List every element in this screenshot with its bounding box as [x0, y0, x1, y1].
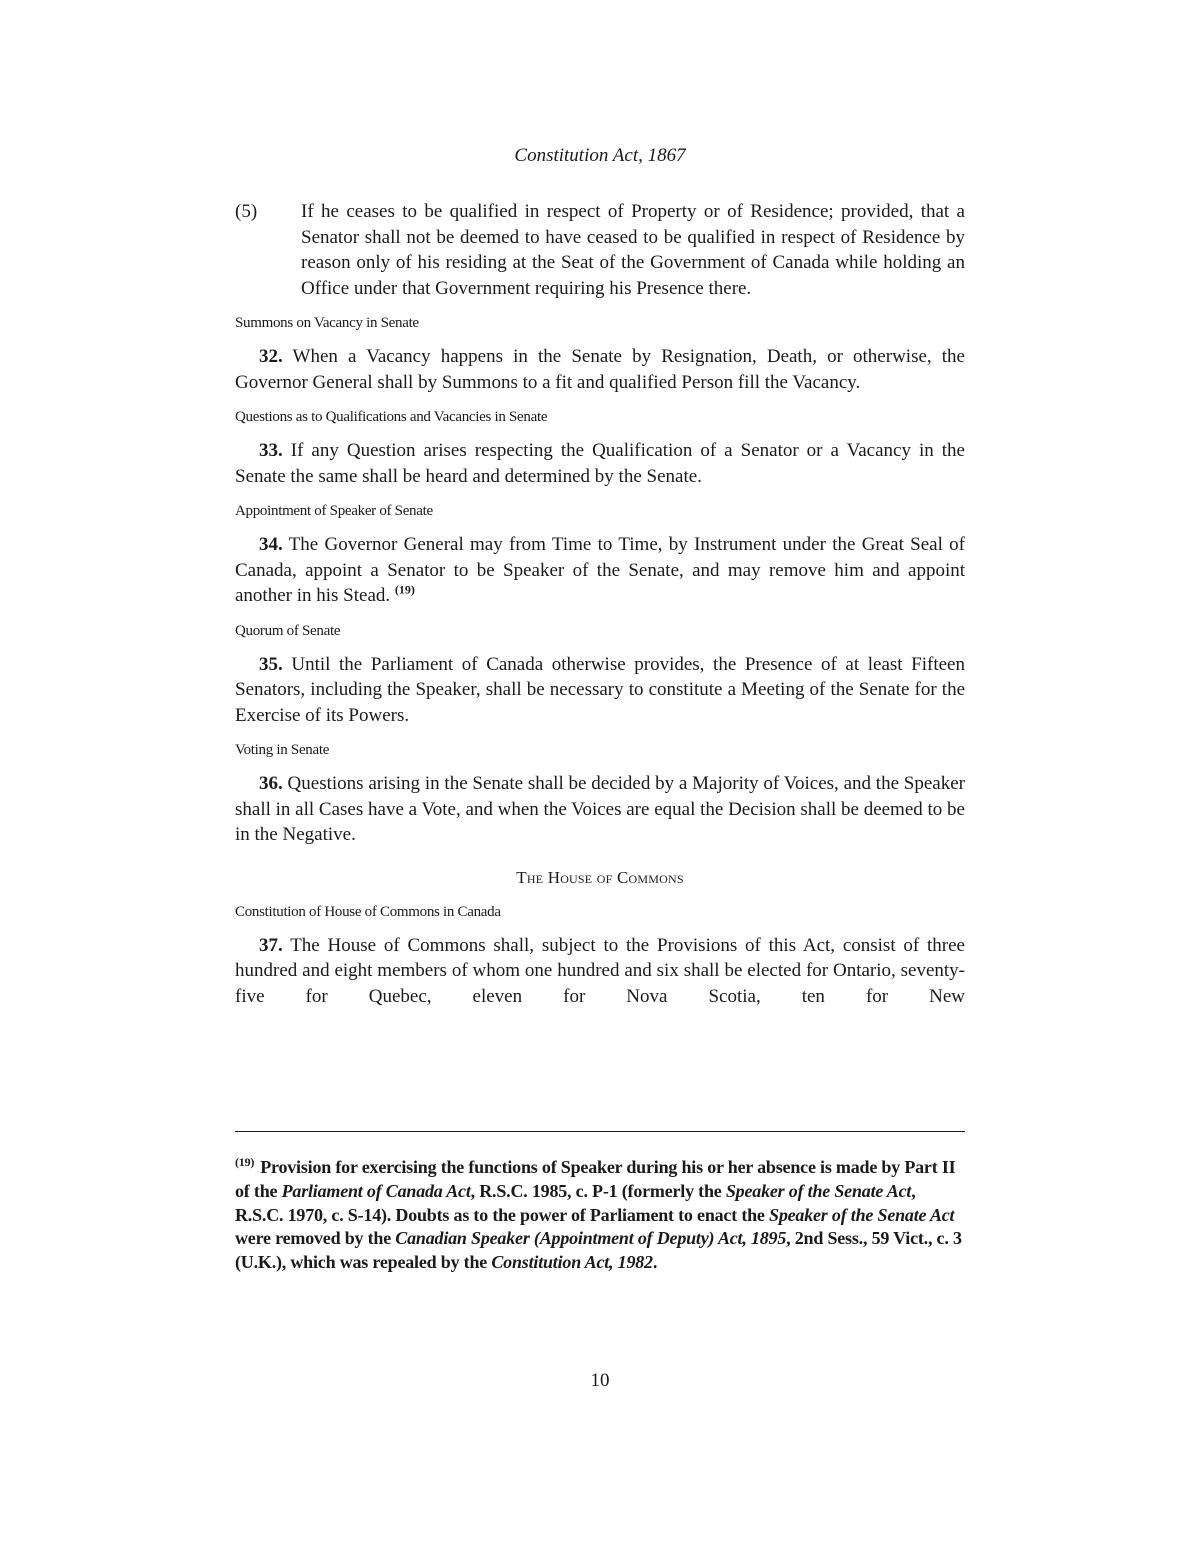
page-number: 10	[590, 1370, 610, 1391]
footnote-act-title: Speaker of the Senate Act	[769, 1204, 955, 1225]
marginal-note-34: Appointment of Speaker of Senate	[235, 503, 433, 519]
footnote-text: , 2nd Sess., 59 Vict., c. 3 (U.K.), which was repealed by the	[235, 1228, 962, 1273]
section-35	[235, 652, 965, 729]
section-33	[235, 438, 965, 489]
subsection-31-5	[235, 199, 965, 301]
section-text: If any Question arises respecting the Qualification of a Senator or a Vacancy in the Senate the same shall be heard and determined by the Senate.	[235, 440, 965, 487]
footnote-mark: (19)	[235, 1155, 255, 1169]
marginal-note-36: Voting in Senate	[235, 742, 330, 758]
marginal-note-35: Quorum of Senate	[235, 622, 341, 639]
page-body	[235, 145, 965, 1023]
footnote-divider	[235, 1131, 965, 1132]
footnote-text: , R.S.C. 1970, c. S-14). Doubts as to the power of Parliament to enact the	[235, 1180, 916, 1225]
section-number: 36.	[259, 773, 283, 794]
section-32	[235, 344, 965, 395]
footnote-text: Provision for exercising the functions of Speaker during his or her absence is made by Part II of the	[235, 1157, 956, 1201]
footnote-19	[235, 1156, 965, 1275]
part-heading: The House of Commons	[516, 867, 684, 887]
marginal-note-33: Questions as to Qualifications and Vacancies in Senate	[235, 409, 548, 425]
subsection-text: If he ceases to be qualified in respect of Property or of Residence; provided, that a Senator shall not be deemed to have ceased to be qualified in respect of Residence by reason only of his residing at the Seat of the Government of Canada while holding an Office under that Government requiring his Presence there.	[301, 201, 965, 299]
footnote-act-title: Constitution Act, 1982	[491, 1252, 653, 1273]
section-number: 35.	[259, 653, 283, 675]
section-37	[235, 933, 965, 1010]
footnote-reference[interactable]: (19)	[394, 582, 415, 597]
running-head: Constitution Act, 1867	[514, 145, 686, 166]
section-number: 33.	[259, 440, 283, 461]
footnote-text: , R.S.C. 1985, c. P-1 (formerly the	[470, 1180, 726, 1201]
section-text: Until the Parliament of Canada otherwise provides, the Presence of at least Fifteen Senators, including the Speaker, shall be necessary to constitute a Meeting of the Senate for the Exercise of its Powers.	[235, 653, 965, 726]
section-text: The House of Commons shall, subject to the Provisions of this Act, consist of three hundred and eight members of whom one hundred and six shall be elected for Ontario, seventy-five for Quebec, eleven for Nova Scotia, ten for New	[235, 934, 965, 1007]
footnote-act-title: Speaker of the Senate Act	[725, 1180, 912, 1201]
subsection-number: (5)	[235, 201, 258, 222]
marginal-note-37: Constitution of House of Commons in Canada	[235, 903, 501, 920]
section-36	[235, 771, 965, 848]
section-number: 32.	[259, 346, 283, 367]
footnote-text: were removed by the	[235, 1228, 396, 1249]
section-text: The Governor General may from Time to Time, by Instrument under the Great Seal of Canada, appoint a Senator to be Speaker of the Senate, and may remove him and appoint another in his Stead.	[235, 534, 965, 606]
section-text: Questions arising in the Senate shall be decided by a Majority of Voices, and the Speaker shall in all Cases have a Vote, and when the Voices are equal the Decision shall be deemed to be in the Negative.	[235, 773, 965, 845]
section-34	[235, 532, 965, 609]
footnote-act-title: Parliament of Canada Act	[281, 1180, 471, 1201]
section-text: When a Vacancy happens in the Senate by Resignation, Death, or otherwise, the Governor General shall by Summons to a fit and qualified Person fill the Vacancy.	[235, 346, 965, 393]
marginal-note-32: Summons on Vacancy in Senate	[235, 315, 419, 331]
footnote-text: .	[652, 1252, 658, 1273]
section-number: 34.	[259, 534, 283, 555]
footnote-act-title: Canadian Speaker (Appointment of Deputy) Act, 1895	[395, 1228, 787, 1249]
section-number: 37.	[259, 934, 283, 956]
